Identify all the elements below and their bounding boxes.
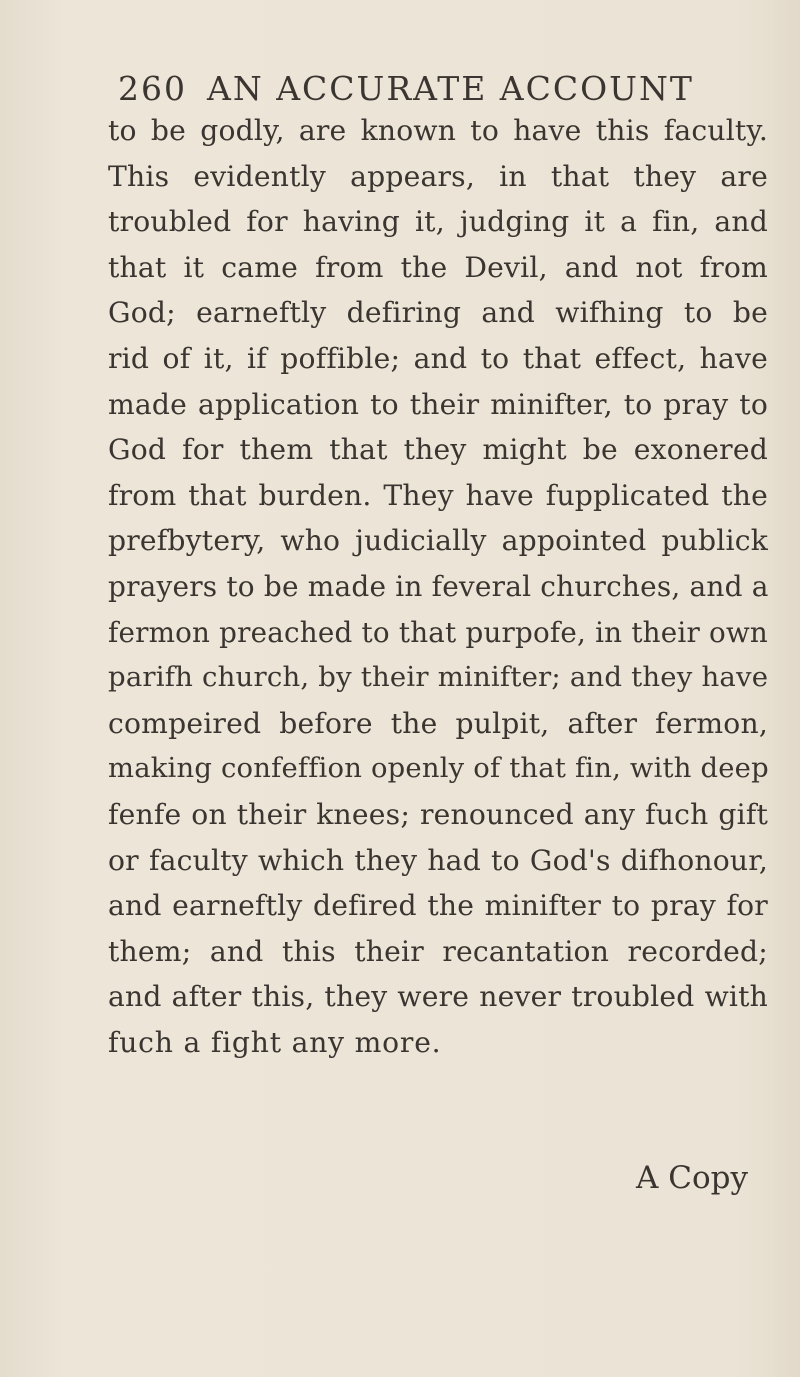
text-line: troubled for having it, judging it a fin, and bbox=[108, 205, 768, 239]
running-header bbox=[118, 69, 768, 108]
text-line: fuch a fight any more. bbox=[108, 1025, 442, 1059]
running-title: AN ACCURATE ACCOUNT bbox=[207, 69, 694, 108]
body-text bbox=[108, 108, 768, 1065]
catchword: A Copy bbox=[636, 1160, 748, 1196]
text-line: them; and this their recantation recorded; bbox=[108, 934, 768, 968]
text-line: parifh church, by their minifter; and they have bbox=[108, 661, 769, 694]
text-line: prefbytery, who judicially appointed publick bbox=[108, 524, 768, 558]
text-line: that it came from the Devil, and not from bbox=[108, 250, 768, 284]
text-line: making confeffion openly of that fin, with deep bbox=[108, 753, 769, 785]
text-line: from that burden. They have fupplicated the bbox=[108, 478, 768, 512]
text-line: This evidently appears, in that they are bbox=[108, 159, 768, 193]
text-line: God; earneftly defiring and wifhing to be bbox=[108, 296, 768, 330]
text-line: and earneftly defired the minifter to pray for bbox=[108, 889, 768, 923]
text-line: God for them that they might be exonered bbox=[108, 433, 768, 467]
text-line: compeired before the pulpit, after fermon, bbox=[108, 706, 768, 740]
text-line: to be godly, are known to have this faculty. bbox=[108, 114, 768, 147]
text-line: fenfe on their knees; renounced any fuch gift bbox=[108, 797, 768, 831]
text-line: prayers to be made in feveral churches, and a bbox=[108, 569, 769, 603]
page-number: 260 bbox=[118, 69, 187, 108]
text-line: and after this, they were never troubled with bbox=[108, 980, 768, 1014]
text-line: made application to their minifter, to pray to bbox=[108, 387, 768, 421]
text-line: rid of it, if poffible; and to that effect, have bbox=[108, 341, 768, 375]
text-line: fermon preached to that purpofe, in their own bbox=[108, 615, 768, 649]
text-line: or faculty which they had to God's difhonour, bbox=[108, 843, 768, 877]
